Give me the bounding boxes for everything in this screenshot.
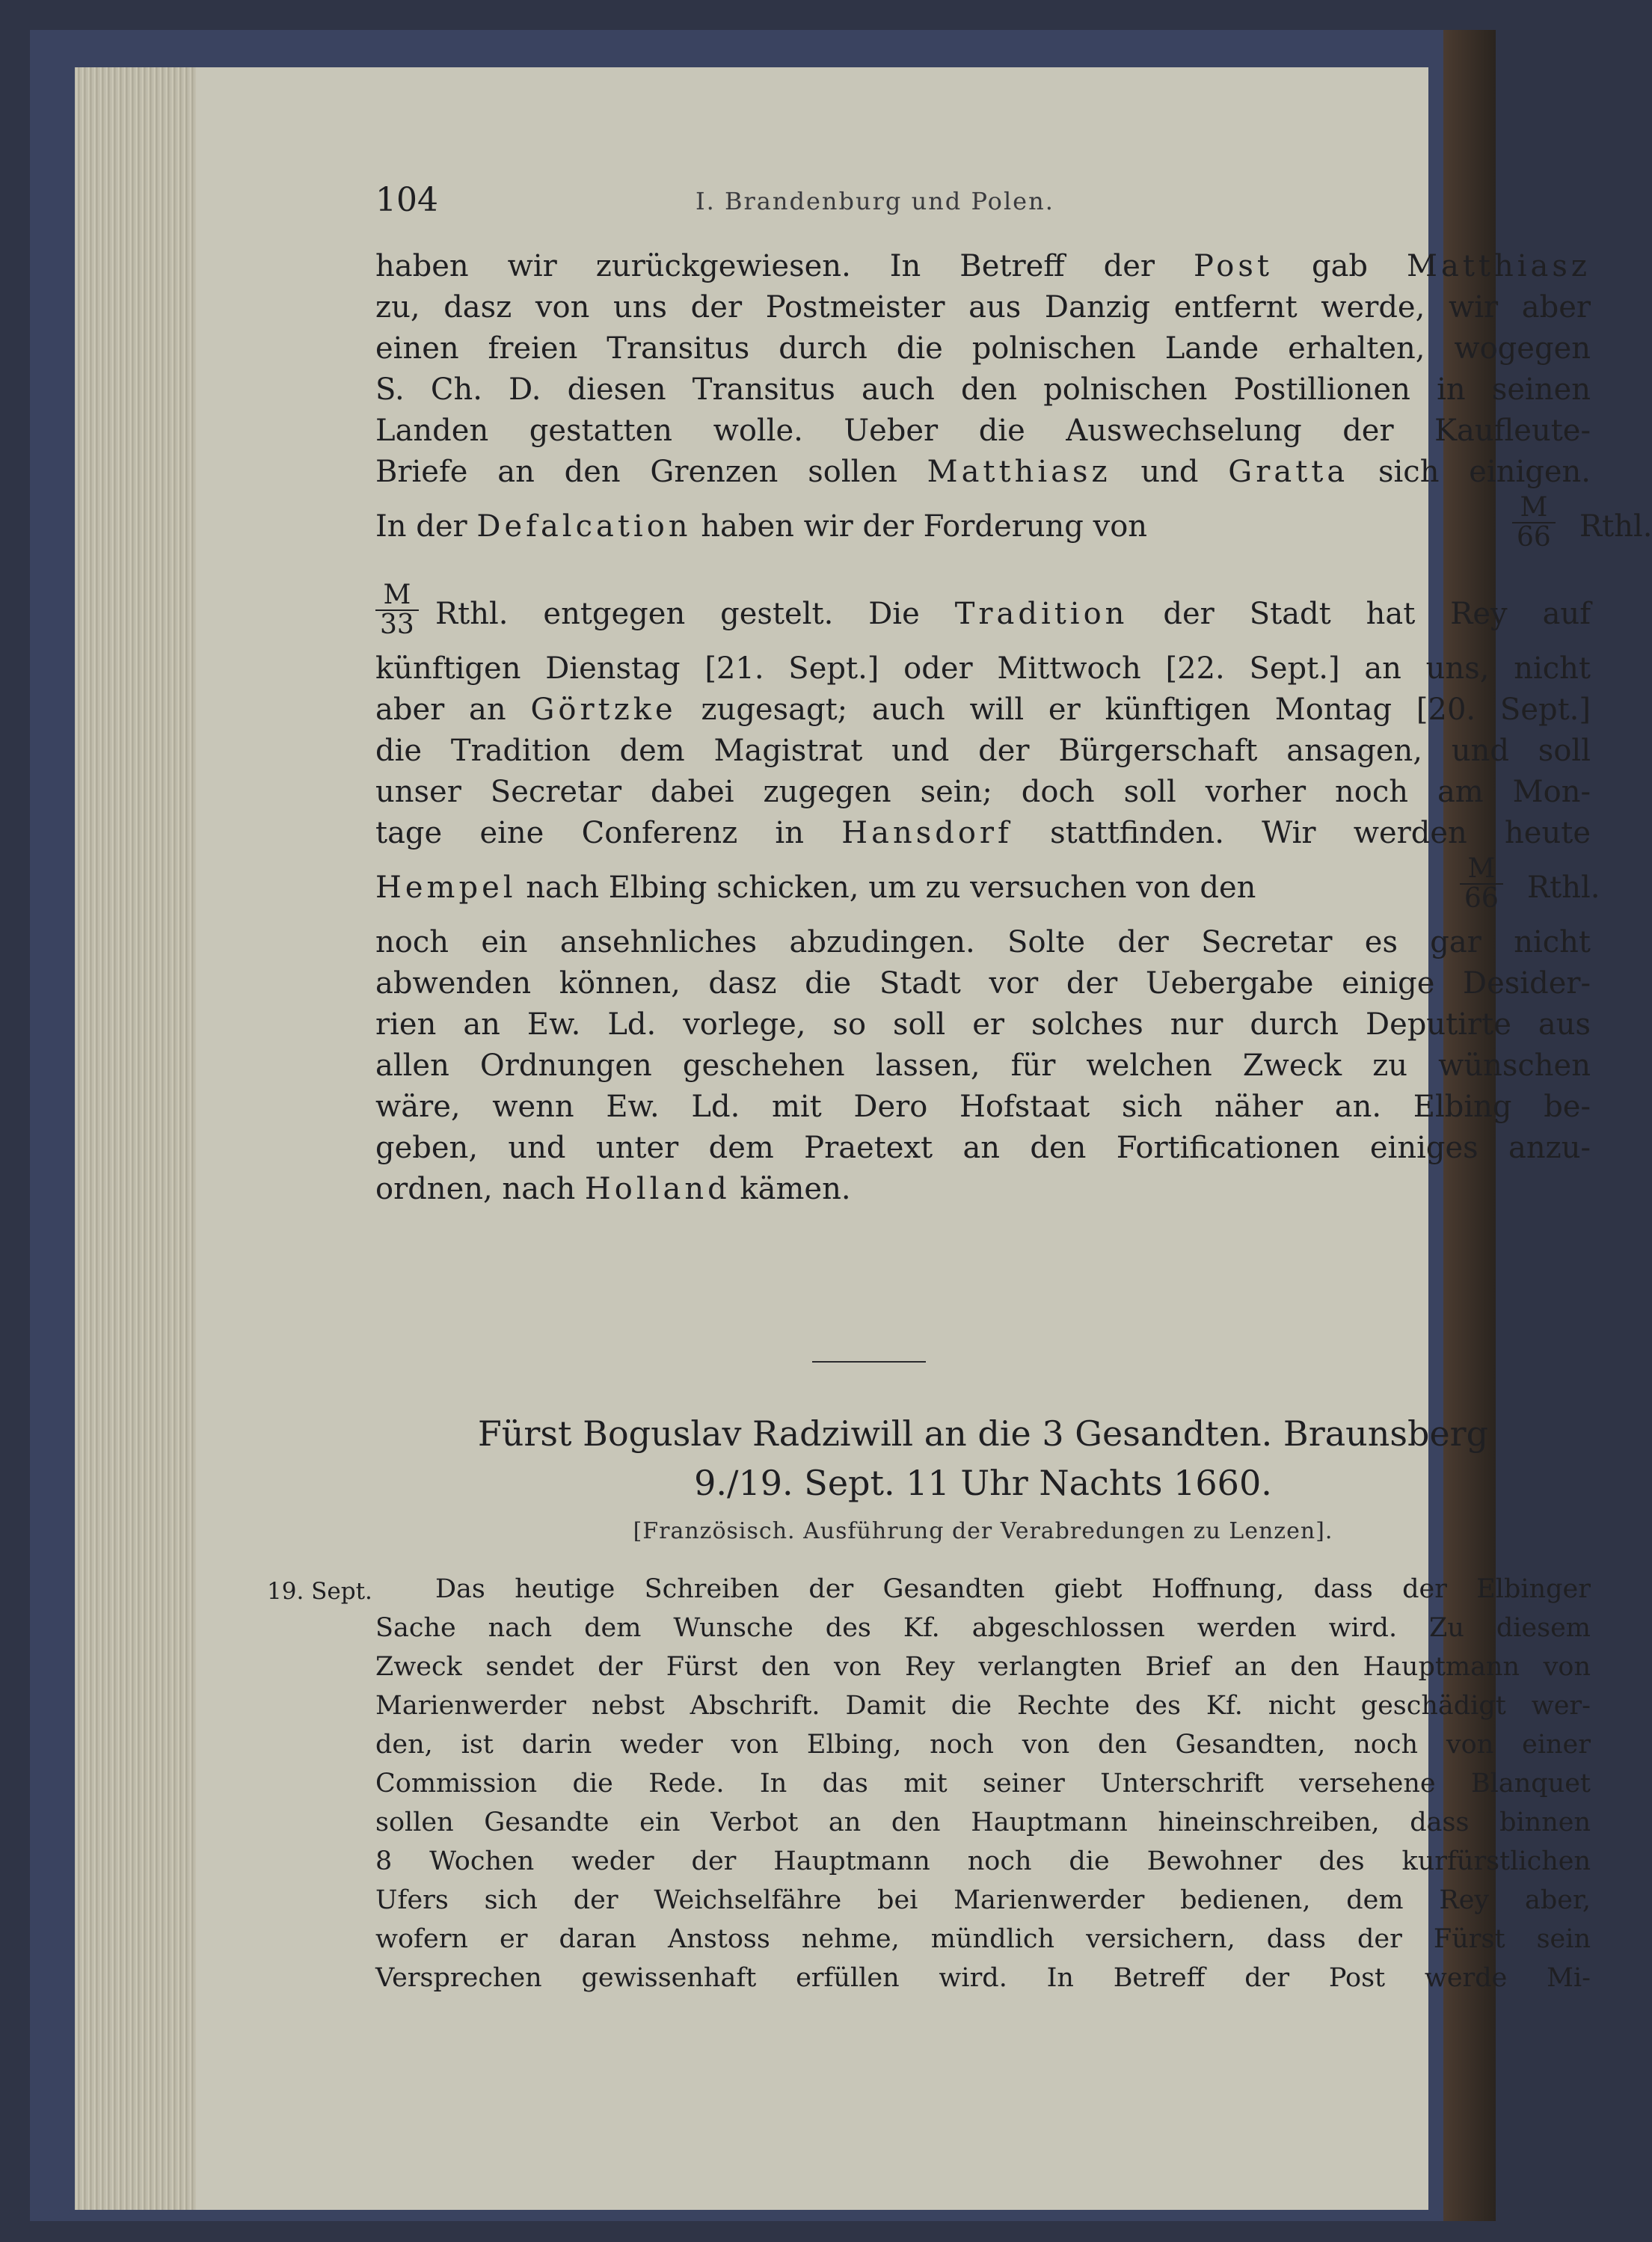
text-line: In der Defalcation haben wir der Forderung von [375, 509, 1148, 544]
text-line: haben wir zurückgewiesen. In Betreff der Post gab Matthiasz [375, 249, 1591, 283]
text-line: Ufers sich der Weichselfähre bei Marienwerder bedienen, dem Rey aber, [375, 1885, 1591, 1915]
text-line: tage eine Conferenz in Hansdorf stattfinden. Wir werden heute [375, 816, 1591, 850]
text-line: sollen Gesandte ein Verbot an den Hauptmann hineinschreiben, dass binnen [375, 1808, 1591, 1837]
text-line: Hempel nach Elbing schicken, um zu versuchen von den [375, 870, 1256, 905]
page-number: 104 [375, 181, 438, 219]
text-line: wäre, wenn Ew. Ld. mit Dero Hofstaat sich näher an. Elbing be- [375, 1090, 1591, 1124]
book-page [196, 67, 1652, 2210]
fraction: $\frac{M}{33}$ [375, 581, 419, 639]
text-line: S. Ch. D. diesen Transitus auch den polnischen Postillionen in seinen [375, 372, 1591, 407]
text-line: geben, und unter dem Praetext an den Fortificationen einiges anzu- [375, 1131, 1591, 1165]
text-line: zu, dasz von uns der Postmeister aus Danzig entfernt werde, wir aber [375, 290, 1591, 325]
text-line: Briefe an den Grenzen sollen Matthiasz und Gratta sich einigen. [375, 455, 1591, 489]
text-line: den, ist darin weder von Elbing, noch von den Gesandten, noch von einer [375, 1730, 1591, 1760]
text-line: allen Ordnungen geschehen lassen, für welchen Zweck zu wünschen [375, 1048, 1591, 1083]
text-line: noch ein ansehnliches abzudingen. Solte der Secretar es gar nicht [375, 925, 1591, 959]
text-line: die Tradition dem Magistrat und der Bürgerschaft ansagen, und soll [375, 734, 1591, 768]
text-line: wofern er daran Anstoss nehme, mündlich versichern, dass der Fürst sein [375, 1924, 1591, 1954]
text-line: Commission die Rede. In das mit seiner Unterschrift versehene Blanquet [375, 1769, 1591, 1799]
text-line: einen freien Transitus durch die polnischen Lande erhalten, wogegen [375, 331, 1591, 366]
running-title: I. Brandenburg und Polen. [696, 187, 1054, 215]
fraction: $\frac{M}{66}$ [1512, 494, 1556, 552]
text-line: Zweck sendet der Fürst den von Rey verlangten Brief an den Hauptmann von [375, 1652, 1591, 1682]
text-line: 8 Wochen weder der Hauptmann noch die Bewohner des kurfürstlichen [375, 1846, 1591, 1876]
text-line: Versprechen gewissenhaft erfüllen wird. In Betreff der Post werde Mi- [375, 1963, 1591, 1993]
text-line: abwenden können, dasz die Stadt vor der Uebergabe einige Desider- [375, 966, 1591, 1001]
text-line: ordnen, nach Holland kämen. [375, 1172, 851, 1206]
document-subtitle: [Französisch. Ausführung der Verabredungen zu Lenzen]. [633, 1518, 1333, 1544]
text-line: künftigen Dienstag [21. Sept.] oder Mittwoch [22. Sept.] an uns, nicht [375, 651, 1591, 686]
section-divider [812, 1361, 926, 1363]
fraction: $\frac{M}{66}$ [1460, 855, 1503, 913]
margin-date: 19. Sept. [267, 1578, 372, 1605]
text-line: Marienwerder nebst Abschrift. Damit die Rechte des Kf. nicht geschädigt wer- [375, 1691, 1591, 1721]
text-line: Rthl. [1579, 509, 1652, 544]
document-heading: Fürst Boguslav Radziwill an die 3 Gesandten. Braunsberg [477, 1413, 1489, 1454]
text-line: Rthl. entgegen gestelt. Die Tradition der Stadt hat Rey auf [435, 597, 1591, 631]
text-line: Sache nach dem Wunsche des Kf. abgeschlossen werden wird. Zu diesem [375, 1613, 1591, 1643]
text-line: Landen gestatten wolle. Ueber die Auswechselung der Kaufleute- [375, 414, 1591, 448]
page-stack-edges [75, 67, 202, 2210]
text-line: Das heutige Schreiben der Gesandten giebt Hoffnung, dass der Elbinger [435, 1574, 1591, 1604]
text-line: rien an Ew. Ld. vorlege, so soll er solches nur durch Deputirte aus [375, 1007, 1591, 1042]
text-line: aber an Görtzke zugesagt; auch will er künftigen Montag [20. Sept.] [375, 692, 1591, 727]
text-line: Rthl. [1527, 870, 1600, 905]
text-line: unser Secretar dabei zugegen sein; doch soll vorher noch am Mon- [375, 775, 1591, 809]
document-heading-date: 9./19. Sept. 11 Uhr Nachts 1660. [694, 1463, 1272, 1503]
